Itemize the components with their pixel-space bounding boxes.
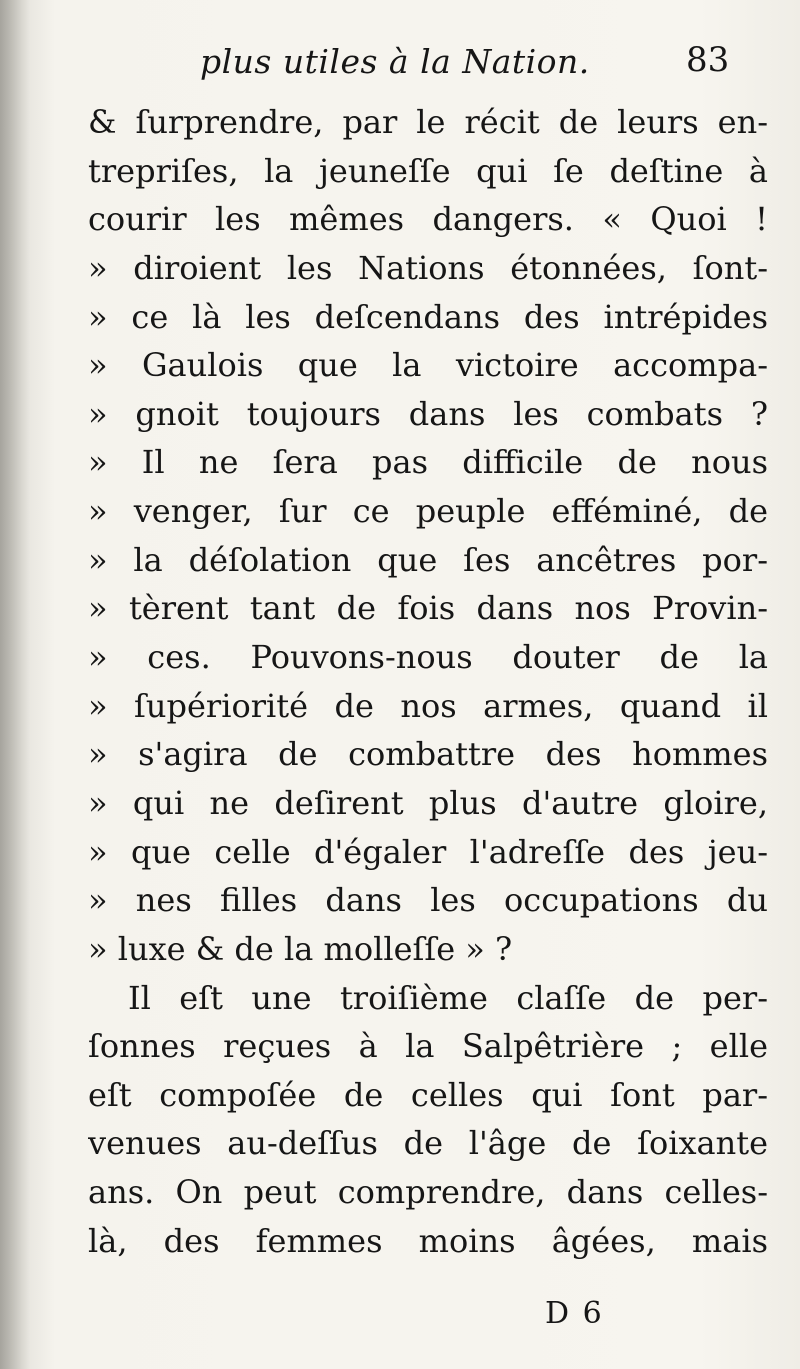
text-line: venues au-deſſus de l'âge de ſoixante	[88, 1124, 768, 1163]
text-line: Il eſt une troiſième claſſe de per-	[128, 978, 768, 1017]
text-line: » Il ne ſera pas difficile de nous	[88, 443, 768, 482]
page-number: 83	[686, 40, 730, 80]
text-line: » tèrent tant de fois dans nos Provin-	[88, 589, 768, 628]
text-line: » ſupériorité de nos armes, quand il	[88, 686, 768, 725]
text-line: » nes filles dans les occupations du	[88, 881, 768, 920]
text-line: ſonnes reçues à la Salpêtrière ; elle	[88, 1027, 768, 1066]
text-line: » s'agira de combattre des hommes	[88, 735, 768, 774]
text-line: » la déſolation que ſes ancêtres por-	[88, 540, 768, 579]
text-line: eſt compoſée de celles qui ſont par-	[88, 1075, 768, 1114]
text-line: » ce là les deſcendans des intrépides	[88, 297, 768, 336]
text-line: » venger, ſur ce peuple efféminé, de	[88, 492, 768, 531]
text-line: trepriſes, la jeuneſſe qui ſe deſtine à	[88, 151, 768, 190]
text-line: là, des femmes moins âgées, mais	[88, 1221, 768, 1260]
text-line: » Gaulois que la victoire accompa-	[88, 346, 768, 385]
body-text	[88, 98, 768, 1265]
signature-mark: D 6	[545, 1296, 604, 1331]
text-line: » gnoit toujours dans les combats ?	[88, 394, 768, 433]
running-head	[190, 38, 750, 94]
text-line: & ſurprendre, par le récit de leurs en-	[88, 103, 768, 141]
text-line: » que celle d'égaler l'adreſſe des jeu-	[88, 832, 768, 871]
text-line: ans. On peut comprendre, dans celles-	[88, 1173, 768, 1212]
running-title: plus utiles à la Nation.	[200, 42, 590, 81]
text-line: » qui ne deſirent plus d'autre gloire,	[88, 783, 768, 822]
binding-shadow	[0, 0, 30, 1369]
text-line: » diroient les Nations étonnées, ſont-	[88, 248, 768, 287]
text-line: » ces. Pouvons-nous douter de la	[88, 638, 768, 677]
text-line: courir les mêmes dangers. « Quoi !	[88, 200, 768, 239]
text-line: » luxe & de la molleſſe » ?	[88, 929, 513, 968]
